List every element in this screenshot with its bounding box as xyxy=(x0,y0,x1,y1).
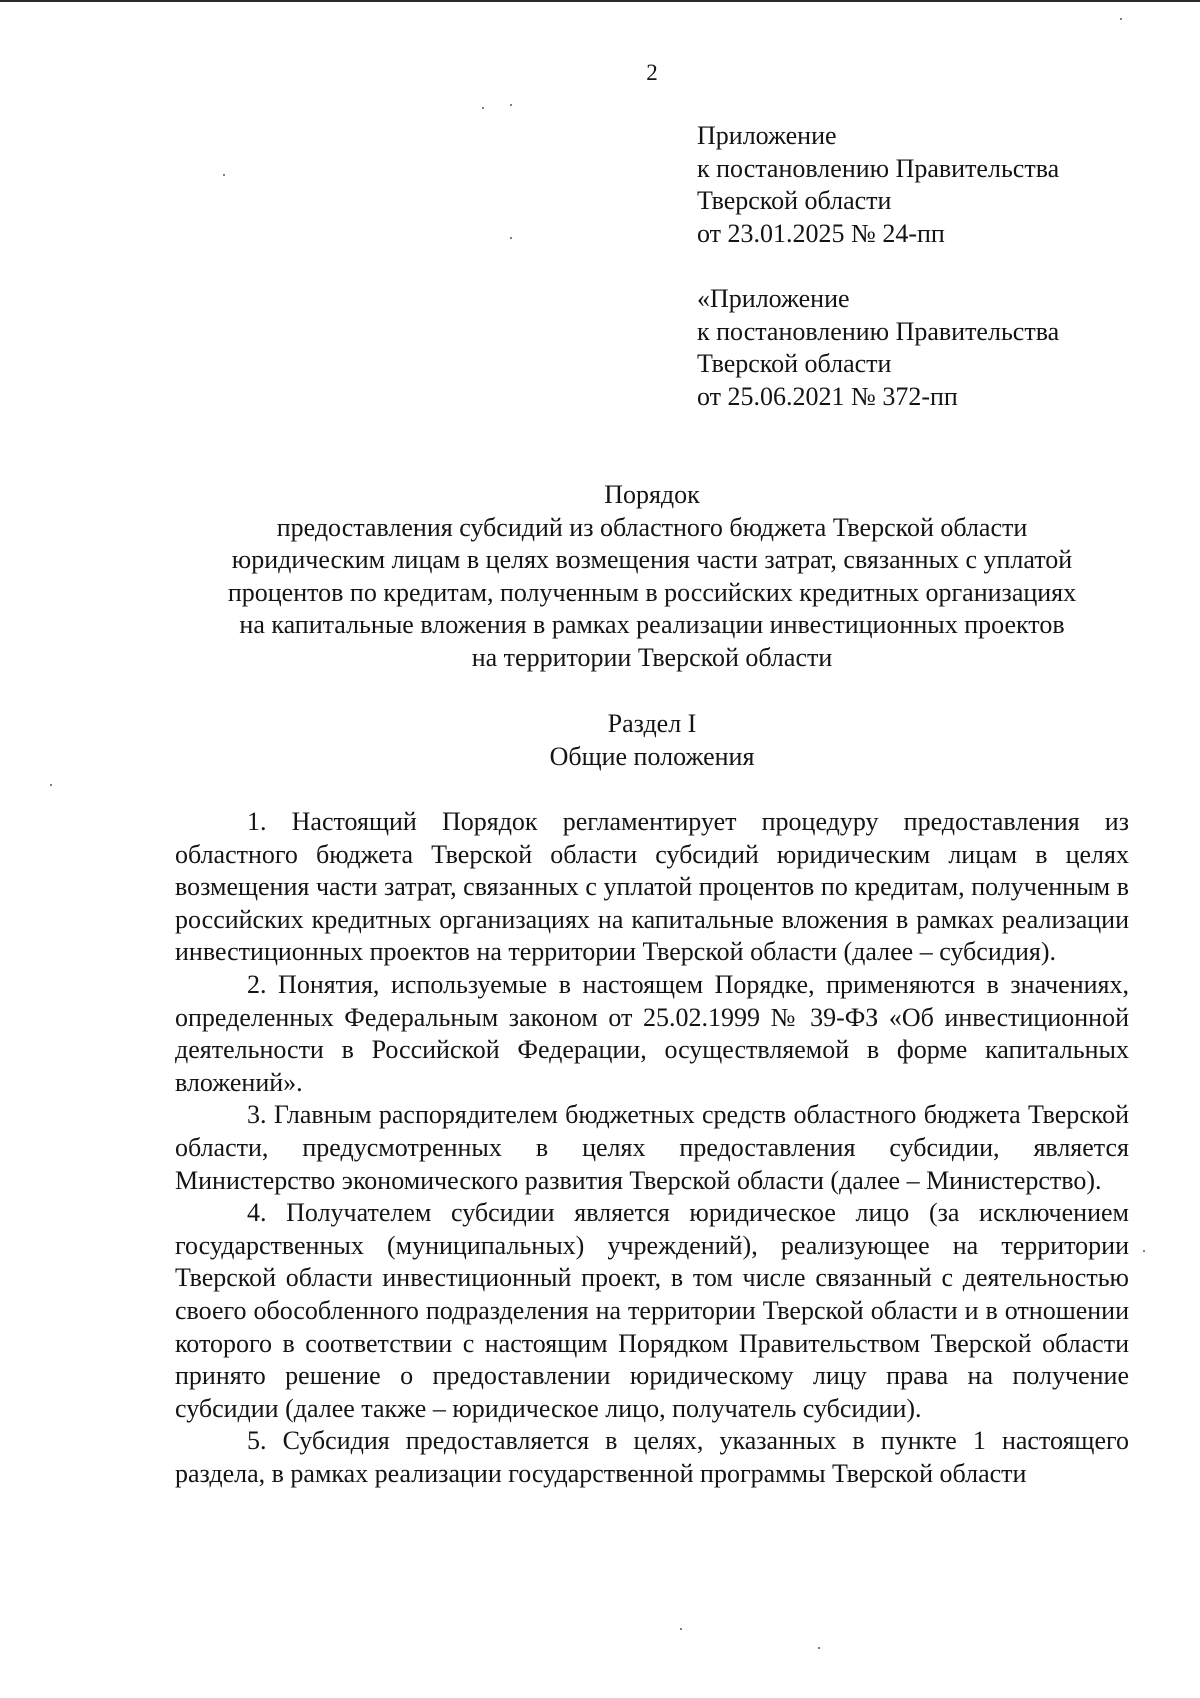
scan-speckle xyxy=(50,784,52,786)
attachment-date-line: от 23.01.2025 № 24-пп xyxy=(697,218,945,248)
attachment-line: к постановлению Правительства xyxy=(697,316,1060,346)
scan-speckle xyxy=(510,237,512,239)
paragraph: 3. Главным распорядителем бюджетных средств областного бюджета Тверской области, предусмотренных в целях предоставления субсидии, является Министерство экономического развития Тверской области (далее – Министерство). xyxy=(175,1100,1129,1195)
scan-speckle xyxy=(1143,1250,1145,1252)
section-number: Раздел I xyxy=(607,709,697,738)
attachment-current-block xyxy=(697,120,1059,250)
scan-speckle xyxy=(680,1628,682,1630)
title-line: на капитальные вложения в рамках реализации инвестиционных проектов xyxy=(239,610,1065,639)
top-border-line xyxy=(0,0,1200,2)
paragraph: 1. Настоящий Порядок регламентирует процедуру предоставления из областного бюджета Тверской области субсидий юридическим лицам в целях возмещения части затрат, связанных с уплатой процентов по кредитам, полученным в российских кредитных организациях на капитальные вложения в рамках реализации инвестиционных проектов на территории Тверской области (далее – субсидия). xyxy=(175,807,1129,967)
scan-speckle xyxy=(223,174,225,176)
title-line: на территории Тверской области xyxy=(471,642,833,672)
scan-speckle xyxy=(818,1647,820,1649)
document-title xyxy=(175,479,1129,674)
scan-speckle xyxy=(1120,18,1122,20)
title-heading: Порядок xyxy=(604,480,700,509)
paragraph: 4. Получателем субсидии является юридическое лицо (за исключением государственных (муниципальных) учреждений), реализующее на территории Тверской области инвестиционный проект, в том числе связанный с деятельностью своего обособленного подразделения на территории Тверской области и в отношении которого в соответствии с настоящим Порядком Правительством Тверской области принято решение о предоставлении юридическому лицу права на получение субсидии (далее также – юридическое лицо, получатель субсидии). xyxy=(175,1198,1129,1423)
paragraph: 5. Субсидия предоставляется в целях, указанных в пункте 1 настоящего раздела, в рамках реализации государственной программы Тверской области xyxy=(175,1426,1129,1488)
section-heading xyxy=(175,707,1129,773)
scan-speckle xyxy=(510,104,512,106)
attachment-line: Тверской области xyxy=(697,186,892,215)
page-number: 2 xyxy=(646,60,658,85)
attachment-line: Приложение xyxy=(697,121,837,150)
title-line: процентов по кредитам, полученным в российских кредитных организациях xyxy=(227,577,1077,607)
section-name: Общие положения xyxy=(549,742,755,771)
attachment-line: «Приложение xyxy=(697,284,850,313)
document-body xyxy=(175,806,1129,1490)
title-line: юридическим лицам в целях возмещения части затрат, связанных с уплатой xyxy=(231,545,1073,574)
attachment-line: к постановлению Правительства xyxy=(697,153,1060,183)
attachment-original-block xyxy=(697,283,1059,413)
attachment-date-line: от 25.06.2021 № 372-пп xyxy=(697,381,958,411)
title-line: предоставления субсидий из областного бюджета Тверской области xyxy=(276,512,1028,542)
paragraph: 2. Понятия, используемые в настоящем Порядке, применяются в значениях, определенных Федеральным законом от 25.02.1999 № 39-ФЗ «Об инвестиционной деятельности в Российской Федерации, осуществляемой в форме капитальных вложений». xyxy=(175,969,1129,1097)
attachment-line: Тверской области xyxy=(697,349,892,378)
scan-speckle xyxy=(482,107,484,109)
